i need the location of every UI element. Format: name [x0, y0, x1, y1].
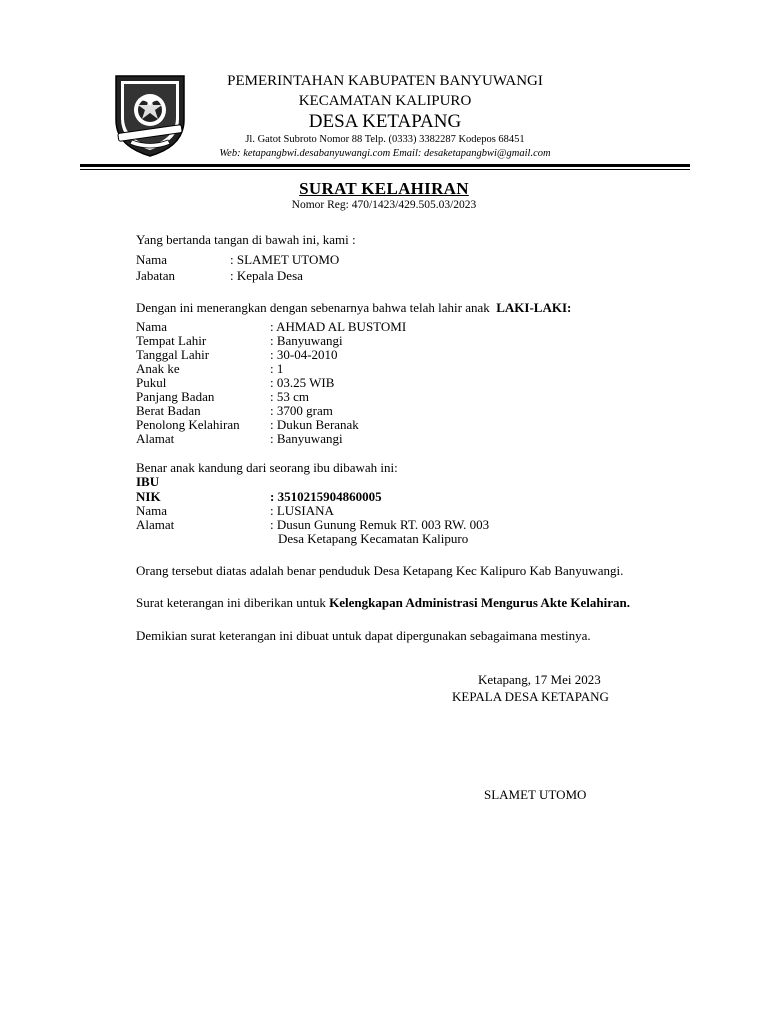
header-address: Jl. Gatot Subroto Nomor 88 Telp. (0333) 3382287 Kodepos 68451: [245, 134, 525, 145]
mother-heading: IBU: [136, 474, 160, 489]
child-label-birthplace: Tempat Lahir: [136, 333, 207, 348]
signer-label-name: Nama: [136, 252, 168, 267]
child-value-birth-assistant: : Dukun Beranak: [270, 417, 359, 432]
child-value-birthplace: : Banyuwangi: [270, 333, 343, 348]
paragraph-purpose-bold: Kelengkapan Administrasi Mengurus Akte Kelahiran.: [329, 595, 630, 610]
header-rule-thick: [80, 164, 690, 167]
paragraph-closing: [80, 626, 678, 645]
place-date: Ketapang, 17 Mei 2023: [478, 672, 601, 687]
statement-body: Dengan ini menerangkan dengan sebenarnya bahwa telah lahir anak: [136, 300, 490, 315]
document-title: SURAT KELAHIRAN: [299, 179, 469, 198]
child-value-weight: : 3700 gram: [270, 403, 333, 418]
header-government-name: PEMERINTAHAN KABUPATEN BANYUWANGI: [227, 73, 543, 89]
header-rule-thin: [80, 169, 690, 170]
child-label-weight: Berat Badan: [136, 403, 201, 418]
mother-intro: Benar anak kandung dari seorang ibu dibawah ini:: [136, 460, 398, 475]
mother-value-nik: : 3510215904860005: [270, 489, 382, 504]
mother-value-name: : LUSIANA: [270, 503, 334, 518]
mother-label-name: Nama: [136, 503, 168, 518]
paragraph-closing-text: Demikian surat keterangan ini dibuat untuk dapat dipergunakan sebagaimana mestinya.: [136, 628, 591, 643]
signer-value-name: : SLAMET UTOMO: [230, 252, 340, 267]
child-value-address: : Banyuwangi: [270, 431, 343, 446]
signer-label-position: Jabatan: [136, 268, 175, 283]
child-label-birth-assistant: Penolong Kelahiran: [136, 417, 240, 432]
header-village-name: DESA KETAPANG: [308, 111, 462, 132]
signer-name: SLAMET UTOMO: [484, 787, 587, 802]
child-label-length: Panjang Badan: [136, 389, 215, 404]
paragraph-purpose-text: Surat keterangan ini diberikan untuk: [136, 595, 330, 610]
child-label-time: Pukul: [136, 375, 167, 390]
header-web-email: Web: ketapangbwi.desabanyuwangi.com Email: desaketapangbwi@gmail.com: [219, 148, 551, 159]
registration-number: Nomor Reg: 470/1423/429.505.03/2023: [291, 199, 477, 211]
signer-value-position: : Kepala Desa: [230, 268, 303, 283]
child-gender: LAKI-LAKI:: [496, 300, 572, 315]
child-value-name: : AHMAD AL BUSTOMI: [270, 319, 407, 334]
statement-text: [136, 301, 571, 315]
paragraph-residency-text: Orang tersebut diatas adalah benar penduduk Desa Ketapang Kec Kalipuro Kab Banyuwangi.: [136, 563, 624, 578]
paragraph-purpose: [80, 593, 678, 612]
child-label-order: Anak ke: [136, 361, 180, 376]
paragraph-residency: [80, 561, 678, 580]
mother-value-address: : Dusun Gunung Remuk RT. 003 RW. 003: [270, 517, 490, 532]
mother-label-address: Alamat: [136, 517, 175, 532]
child-value-birthdate: : 30-04-2010: [270, 347, 338, 362]
child-value-order: : 1: [270, 361, 284, 376]
child-value-time: : 03.25 WIB: [270, 375, 335, 390]
mother-label-nik: NIK: [136, 489, 161, 504]
header-district-name: KECAMATAN KALIPURO: [298, 93, 472, 109]
child-label-name: Nama: [136, 319, 168, 334]
intro-text: Yang bertanda tangan di bawah ini, kami :: [136, 232, 356, 247]
child-label-address: Alamat: [136, 431, 175, 446]
signer-title: KEPALA DESA KETAPANG: [452, 689, 609, 704]
child-value-length: : 53 cm: [270, 389, 309, 404]
child-label-birthdate: Tanggal Lahir: [136, 347, 210, 362]
mother-value-address-line2: Desa Ketapang Kecamatan Kalipuro: [278, 531, 469, 546]
